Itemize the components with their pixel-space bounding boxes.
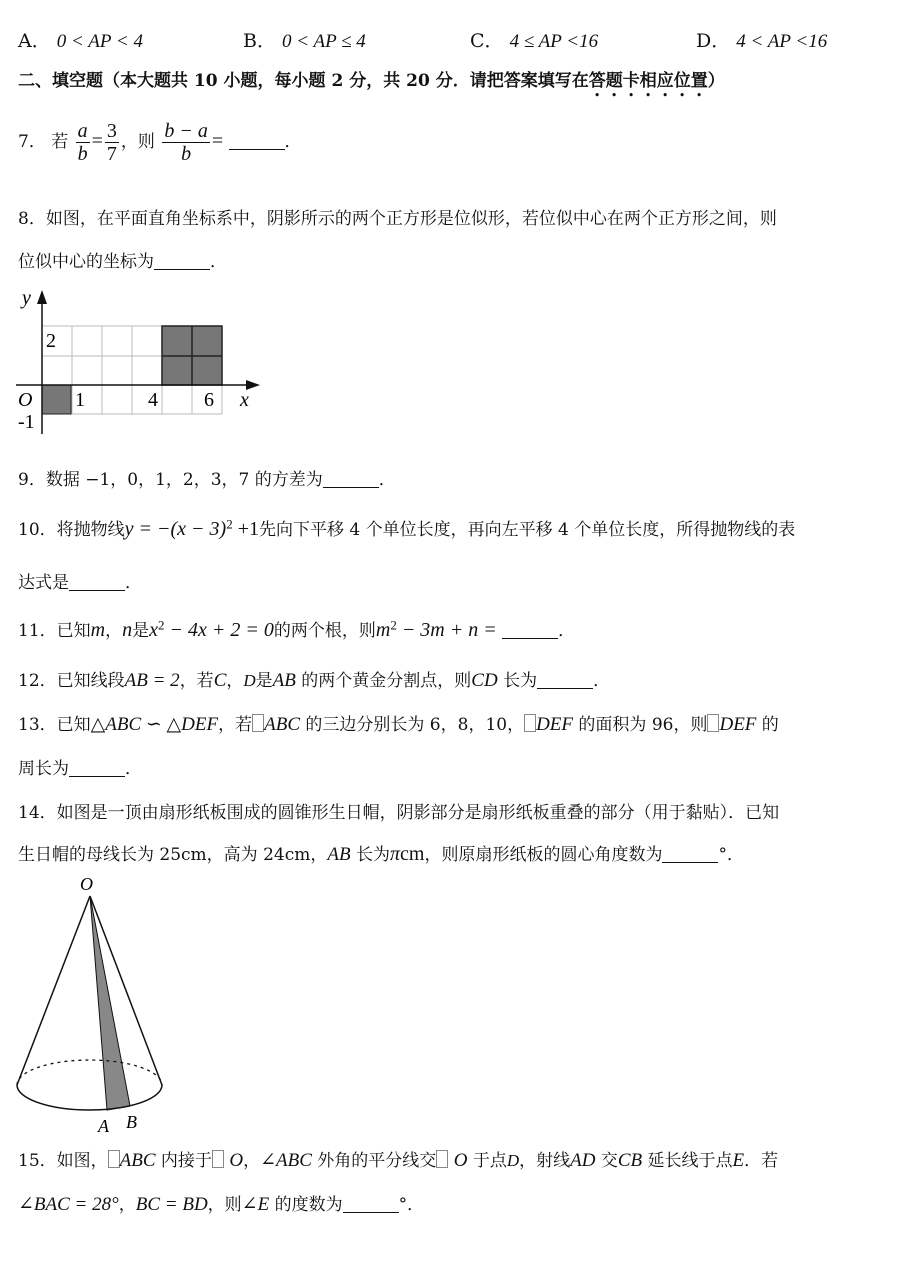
section-title-pre: 二、填空题（本大题共: [18, 71, 194, 91]
q8-label-6: 6: [204, 389, 214, 411]
q7-frac3-num: b − a: [164, 120, 208, 142]
q11-n: n: [122, 619, 133, 641]
q8-label-neg1: -1: [18, 411, 35, 433]
q12-end: ．: [593, 671, 611, 691]
q15-abc: ABC: [119, 1150, 156, 1171]
question-14-line1: 14．如图是一顶由扇形纸板围成的圆锥形生日帽，阴影部分是扇形纸板重叠的部分（用于黏贴）．已知: [18, 803, 780, 823]
q15-line2-then: ，则: [207, 1195, 242, 1215]
q15-mid8: ．若: [744, 1151, 779, 1171]
q12-mid1: ，若: [179, 671, 214, 691]
q7-frac-a-b: [76, 120, 90, 165]
q15-line2-comma: ，: [118, 1195, 136, 1215]
q15-d: D: [506, 1151, 520, 1170]
q14-ab: AB: [327, 844, 351, 865]
question-11: [18, 616, 575, 642]
q14-pi: π: [389, 843, 401, 865]
q7-frac2-num: 3: [106, 120, 117, 142]
q10-answer-blank[interactable]: [69, 573, 125, 591]
question-15-line1: [18, 1146, 778, 1172]
q11-m: m: [90, 619, 106, 641]
q13-answer-blank[interactable]: [69, 759, 125, 777]
q13-triangle-icon-1: [252, 714, 264, 732]
q7-answer-blank[interactable]: [229, 132, 285, 150]
q14-line2-pre: 生日帽的母线长为 25cm，高为 24cm，: [18, 845, 328, 865]
choice-c: [470, 26, 598, 53]
q12-mid4: 长为: [497, 671, 538, 691]
question-9: [18, 465, 396, 490]
q13-similar: △ABC ∽ △DEF: [90, 714, 219, 735]
question-15-line2: [18, 1190, 424, 1216]
q14-cone-left-side: [17, 896, 90, 1085]
q15-cb: CB: [617, 1150, 643, 1171]
q14-cm: cm: [400, 843, 425, 865]
section-title-emphasis: 答题卡相应位置: [588, 71, 708, 91]
choice-c-expr: 4 ≤ AP <16: [509, 31, 599, 52]
q12-c: C: [213, 670, 227, 691]
q11-mid: 的两个根，则: [273, 621, 376, 641]
q13-triangle-icon-2: [524, 714, 536, 732]
q7-eq2: =: [211, 130, 224, 152]
q12-mid3: 的两个黄金分割点，则: [295, 671, 472, 691]
q12-d: D: [243, 671, 256, 690]
q14-base-back: [17, 1060, 162, 1085]
section-title-end: ）: [707, 71, 725, 91]
q7-end: ．: [284, 132, 302, 152]
q11-end: ．: [558, 621, 576, 641]
q11-is: 是: [132, 621, 150, 641]
q13-mid1: ，若: [218, 715, 253, 735]
q15-ad: AD: [570, 1150, 596, 1171]
choice-c-label: C．: [470, 30, 504, 52]
q13-mid2: 的三边分别长为 6，8，10，: [300, 715, 525, 735]
q15-circle-icon-1: [212, 1150, 224, 1168]
q8-label-x: x: [240, 389, 249, 411]
q10-line2-text: 达式是: [18, 573, 69, 593]
q7-eq1: =: [91, 130, 103, 152]
q14-overlap-region: [90, 896, 130, 1110]
q8-y-arrow-icon: [37, 290, 47, 304]
q11-answer-blank[interactable]: [502, 621, 558, 639]
q15-angle-bac: ∠BAC = 28°: [18, 1194, 119, 1215]
q11-eq-a: x: [149, 619, 158, 641]
q15-mid1: 内接于: [155, 1151, 212, 1171]
question-8-line1: 8．如图，在平面直角坐标系中，阴影所示的两个正方形是位似形，若位似中心在两个正方形之间，则: [18, 209, 777, 229]
q14-answer-blank[interactable]: [662, 845, 718, 863]
q14-end: °．: [718, 845, 744, 865]
q14-line2-mid: 长为: [350, 845, 390, 865]
q13-triangle-icon-3: [707, 714, 719, 732]
q9-text: 9．数据 −1，0，1，2，3，7 的方差为: [18, 470, 323, 490]
q12-cd: CD: [471, 670, 498, 691]
q14-label-a: A: [98, 1116, 109, 1136]
q13-def2: DEF: [719, 714, 757, 735]
q12-pre: 12．已知线段: [18, 671, 125, 691]
choice-b-label: B．: [243, 30, 276, 52]
q9-answer-blank[interactable]: [323, 470, 379, 488]
q7-frac3-den: b: [181, 143, 192, 165]
q13-pre: 13．已知: [18, 715, 91, 735]
q7-number: 7．: [18, 132, 46, 152]
q12-comma: ，: [226, 671, 244, 691]
q8-label-origin: O: [18, 389, 33, 411]
q7-frac2-den: 7: [106, 143, 117, 165]
q10-post: 先向下平移 4 个单位长度，再向左平移 4 个单位长度，所得抛物线的表: [258, 520, 796, 540]
choice-d: [696, 26, 827, 53]
q8-label-1: 1: [75, 389, 85, 411]
q15-bc-bd: BC = BD: [135, 1194, 208, 1215]
section-title-mid2: 分，共: [343, 71, 407, 91]
q12-ab: AB = 2: [124, 670, 180, 691]
choice-a-label: A．: [18, 30, 51, 52]
q12-mid2: 是: [255, 671, 273, 691]
section-total: 20: [406, 71, 430, 91]
q8-label-y: y: [22, 287, 31, 309]
q8-label-4: 4: [148, 389, 158, 411]
q8-label-2: 2: [46, 330, 56, 352]
q8-small-square: [42, 385, 71, 414]
q12-answer-blank[interactable]: [537, 671, 593, 689]
q11-eq-b: − 4x + 2 = 0: [164, 619, 274, 641]
q11-expr-b: − 3m + n =: [396, 619, 497, 641]
q11-expr-sup: 2: [390, 617, 397, 633]
q8-end: ．: [210, 252, 227, 272]
question-14-line2: [18, 840, 744, 866]
question-10-line1: [18, 515, 795, 541]
choice-d-expr: 4 < AP <16: [736, 31, 828, 52]
q15-o2: O: [453, 1150, 468, 1171]
section-title-mid1: 小题，每小题: [217, 71, 332, 91]
q11-eq-sup: 2: [157, 617, 165, 633]
q15-answer-blank[interactable]: [343, 1195, 399, 1213]
q13-end: ．: [125, 759, 142, 779]
choice-a: [18, 26, 143, 53]
q10-formula-sup: 2: [226, 516, 233, 532]
q7-mid: ，则: [120, 132, 155, 152]
q9-end: ．: [378, 470, 396, 490]
q11-comma: ，: [105, 621, 123, 641]
q15-mid2: ，: [243, 1151, 261, 1171]
q15-angle-abc: ∠ABC: [260, 1150, 312, 1171]
q15-circle-icon-2: [436, 1150, 448, 1168]
q10-formula-end: +1: [232, 518, 259, 540]
q15-o1: O: [229, 1150, 244, 1171]
q7-frac-den: b: [77, 143, 88, 165]
q13-mid4: 的: [756, 715, 779, 735]
q8-coordinate-figure: [12, 284, 272, 444]
q15-mid5: ，射线: [519, 1151, 571, 1171]
q7-frac-bma-b: [162, 120, 210, 165]
q15-pre: 15．如图，: [18, 1151, 108, 1171]
section-points-each: 2: [331, 71, 344, 91]
q15-end: °．: [398, 1195, 425, 1215]
q7-frac-3-7: [105, 120, 119, 165]
q13-line2-text: 周长为: [18, 759, 69, 779]
section-count: 10: [193, 71, 218, 91]
q14-cone-figure: [10, 870, 180, 1140]
q13-def: DEF: [536, 714, 574, 735]
q14-label-b: B: [126, 1112, 137, 1132]
question-13-line2: [18, 754, 142, 779]
q15-triangle-icon: [108, 1150, 120, 1168]
section-title-mid3: 分．请把答案填写在: [429, 71, 589, 91]
q15-angle-e: ∠E: [241, 1194, 270, 1215]
question-12: [18, 666, 610, 692]
q8-line2-text: 位似中心的坐标为: [18, 252, 154, 272]
question-7: [18, 120, 302, 165]
q14-base-front: [17, 1085, 162, 1110]
q15-line2-ask: 的度数为: [269, 1195, 343, 1215]
choice-a-expr: 0 < AP < 4: [56, 31, 143, 52]
q15-e: E: [732, 1150, 745, 1171]
question-13-line1: [18, 710, 779, 736]
q14-label-o: O: [80, 874, 93, 894]
question-8-line2: [18, 247, 227, 272]
q10-pre: 10．将抛物线: [18, 520, 125, 540]
q12-ab2: AB: [272, 670, 296, 691]
choice-d-label: D．: [696, 30, 731, 52]
q10-formula: y = −(x − 3): [124, 518, 227, 540]
q13-abc: ABC: [264, 714, 300, 735]
choice-b-expr: 0 < AP ≤ 4: [282, 31, 366, 52]
q15-mid3: 外角的平分线交: [311, 1151, 437, 1171]
choice-b: [243, 26, 366, 53]
q11-pre: 11．已知: [18, 621, 91, 641]
q14-line2-post: ，则原扇形纸板的圆心角度数为: [424, 845, 663, 865]
question-10-line2: [18, 568, 142, 593]
q15-mid6: 交: [595, 1151, 618, 1171]
q7-pre: 若: [51, 132, 69, 152]
q10-end: ．: [125, 573, 142, 593]
q13-mid3: 的面积为 96，则: [573, 715, 708, 735]
q7-frac-num: a: [77, 120, 88, 142]
section-title: [18, 66, 725, 101]
q15-mid4: 于点: [467, 1151, 507, 1171]
q11-expr-a: m: [375, 619, 391, 641]
q15-mid7: 延长线于点: [642, 1151, 733, 1171]
q8-answer-blank[interactable]: [154, 252, 210, 270]
